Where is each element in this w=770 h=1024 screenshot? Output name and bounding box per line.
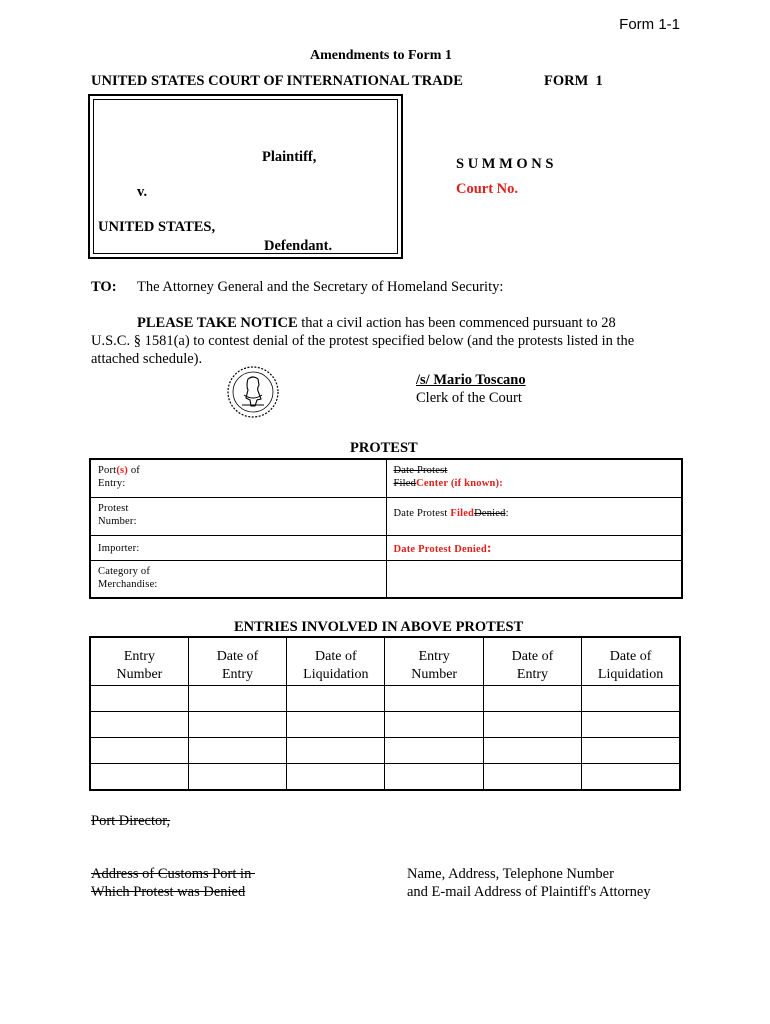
summons-title: S U M M O N S — [456, 156, 554, 172]
entry-cell[interactable] — [582, 711, 680, 737]
defendant-name: UNITED STATES, — [98, 219, 216, 235]
form-label: Form 1-1 — [619, 16, 680, 33]
entry-cell[interactable] — [483, 685, 581, 711]
entry-cell[interactable] — [287, 711, 385, 737]
court-seal-icon — [226, 365, 280, 419]
entry-cell[interactable] — [483, 763, 581, 790]
entry-cell[interactable] — [385, 737, 483, 763]
entry-cell[interactable] — [582, 685, 680, 711]
entry-cell[interactable] — [90, 685, 188, 711]
attorney-info-line-2: and E-mail Address of Plaintiff's Attorney — [407, 884, 651, 900]
entries-header-row — [90, 637, 680, 685]
protest-heading: PROTEST — [350, 440, 418, 456]
table-row — [90, 763, 680, 790]
table-row — [90, 711, 680, 737]
ports-of-entry-field[interactable]: Port(s) of Entry: — [90, 459, 386, 497]
date-protest-filed-field[interactable]: Date Protest FiledDenied: — [386, 497, 682, 535]
protest-number-field[interactable]: Protest Number: — [90, 497, 386, 535]
entry-cell[interactable] — [287, 685, 385, 711]
to-recipients: The Attorney General and the Secretary of Homeland Security: — [137, 279, 504, 295]
plaintiff-label: Plaintiff, — [262, 149, 317, 165]
entry-cell[interactable] — [582, 763, 680, 790]
date-protest-denied-field[interactable]: Date Protest Denied: — [386, 535, 682, 560]
entries-heading: ENTRIES INVOLVED IN ABOVE PROTEST — [234, 619, 524, 635]
entry-cell[interactable] — [90, 711, 188, 737]
court-number-label: Court No. — [456, 181, 519, 197]
entry-cell[interactable] — [483, 737, 581, 763]
port-director: Port Director, — [91, 813, 171, 829]
customs-address-line-2: Which Protest was Denied — [91, 884, 246, 900]
table-row — [90, 497, 682, 535]
versus-label: v. — [137, 184, 148, 200]
table-row — [90, 535, 682, 560]
entry-cell[interactable] — [385, 711, 483, 737]
entry-cell[interactable] — [188, 737, 286, 763]
court-title: UNITED STATES COURT OF INTERNATIONAL TRADE — [91, 73, 463, 89]
notice-line-1-rest: that a civil action has been commenced pursuant to 28 — [297, 315, 616, 331]
header-date-of-liquidation: Date of Liquidation — [582, 637, 680, 685]
header-date-of-liquidation: Date of Liquidation — [287, 637, 385, 685]
entry-cell[interactable] — [483, 711, 581, 737]
entry-cell[interactable] — [287, 737, 385, 763]
customs-address-line-1: Address of Customs Port in — [91, 866, 255, 882]
entry-cell[interactable] — [90, 763, 188, 790]
protest-table — [89, 458, 683, 599]
notice-line-2: U.S.C. § 1581(a) to contest denial of the protest specified below (and the protests listed in the — [91, 333, 635, 349]
table-row — [90, 685, 680, 711]
defendant-label: Defendant. — [264, 238, 333, 254]
signature: /s/ Mario Toscano — [416, 372, 526, 388]
category-of-merchandise-field[interactable]: Category of Merchandise: — [90, 560, 386, 598]
entry-cell[interactable] — [188, 711, 286, 737]
form-number: FORM 1 — [544, 73, 603, 89]
header-entry-number: Entry Number — [385, 637, 483, 685]
entry-cell[interactable] — [188, 763, 286, 790]
category-value-field[interactable] — [386, 560, 682, 598]
entry-cell[interactable] — [385, 685, 483, 711]
to-label: TO: — [91, 279, 117, 295]
entry-cell[interactable] — [90, 737, 188, 763]
entry-cell[interactable] — [385, 763, 483, 790]
notice-line-3: attached schedule). — [91, 351, 203, 367]
clerk-title: Clerk of the Court — [416, 390, 522, 406]
header-entry-number: Entry Number — [90, 637, 188, 685]
notice-line-1 — [137, 315, 616, 332]
importer-field[interactable]: Importer: — [90, 535, 386, 560]
attorney-info-line-1: Name, Address, Telephone Number — [407, 866, 614, 882]
amendments-title: Amendments to Form 1 — [310, 48, 452, 63]
center-field[interactable]: Date Protest FiledCenter (if known): — [386, 459, 682, 497]
table-row — [90, 737, 680, 763]
entry-cell[interactable] — [582, 737, 680, 763]
table-row — [90, 560, 682, 598]
table-row — [90, 459, 682, 497]
entry-cell[interactable] — [188, 685, 286, 711]
header-date-of-entry: Date of Entry — [483, 637, 581, 685]
entry-cell[interactable] — [287, 763, 385, 790]
notice-bold: PLEASE TAKE NOTICE — [137, 315, 298, 331]
entries-table — [89, 636, 681, 791]
header-date-of-entry: Date of Entry — [188, 637, 286, 685]
